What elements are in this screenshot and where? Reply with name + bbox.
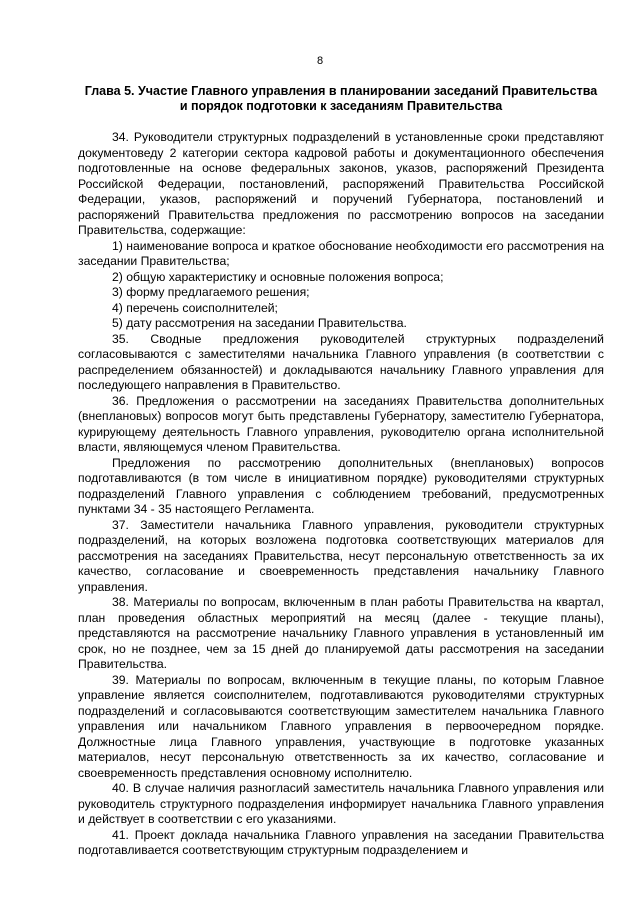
paragraph-37: 37. Заместители начальника Главного управления, руководители структурных подразделений, на которых возложена подготовка соответствующих материалов для рассмотрения на заседаниях Правительства, несут персональную ответственность за их качество, согласование и своевременность представления начальнику Главного управления. [78,517,604,594]
document-body [78,130,604,859]
list-item-5: 5) дату рассмотрения на заседании Правительства. [112,316,407,330]
chapter-title-line-1: Глава 5. Участие Главного управления в планировании заседаний Правительства [84,84,598,98]
paragraph-40: 40. В случае наличия разногласий заместитель начальника Главного управления или руководитель структурного подразделения информирует начальника Главного управления и действует в соответствии с его указаниями. [78,781,604,826]
paragraph-41: 41. Проект доклада начальника Главного управления на заседании Правительства подготавливается соответствующим структурным подразделением и [78,827,604,857]
chapter-title-line-2: и порядок подготовки к заседаниям Правительства [179,99,503,113]
list-item-2: 2) общую характеристику и основные положения вопроса; [112,269,444,284]
paragraph-39: 39. Материалы по вопросам, включенным в текущие планы, по которым Главное управление является соисполнителем, подготавливаются руководителями структурных подразделений и согласовываются соответствующим заместителем начальника Главного управления или начальником Главного управления в первоочередном порядке. Должностные лица Главного управления, участвующие в подготовке указанных материалов, несут персональную ответственность за их качество, согласование и своевременность представления основному исполнителю. [78,672,604,780]
list-item-3: 3) форму предлагаемого решения; [112,285,310,299]
list-item-4: 4) перечень соисполнителей; [112,300,278,315]
paragraph-34: 34. Руководители структурных подразделений в установленные сроки представляют документоведу 2 категории сектора кадровой работы и документационного обеспечения подготовленные на основе федеральных законов, указов, распоряжений Президента Российской Федерации, постановлений, распоряжений Правительства Российской Федерации, указов, распоряжений и поручений Губернатора, постановлений и распоряжений Правительства предложения по рассмотрению вопросов на заседании Правительства, содержащие: [78,130,604,237]
chapter-title [78,84,604,114]
paragraph-38: 38. Материалы по вопросам, включенным в план работы Правительства на квартал, план проведения областных мероприятий на месяц (далее - текущие планы), представляются на рассмотрение начальнику Главного управления в установленный им срок, но не позднее, чем за 15 дней до планируемой даты рассмотрения на заседании Правительства. [78,595,604,671]
list-item-1: 1) наименование вопроса и краткое обоснование необходимости его рассмотрения на заседании Правительства; [78,238,604,268]
page-number: 8 [316,55,324,67]
paragraph-36: 36. Предложения о рассмотрении на заседаниях Правительства дополнительных (внеплановых) вопросов могут быть представлены Губернатору, заместителю Губернатора, курирующему деятельность Главного управления, руководителю органа исполнительной власти, являющемуся членом Правительства. [78,393,604,454]
paragraph-35: 35. Сводные предложения руководителей структурных подразделений согласовываются с заместителями начальника Главного управления (в соответствии с распределением обязанностей) и докладываются начальнику Главного управления для последующего направления в Правительство. [78,331,604,392]
paragraph-36-continued: Предложения по рассмотрению дополнительных (внеплановых) вопросов подготавливаются (в том числе в инициативном порядке) руководителями структурных подразделений Главного управления с соблюдением требований, предусмотренных пунктами 34 - 35 настоящего Регламента. [78,455,604,516]
